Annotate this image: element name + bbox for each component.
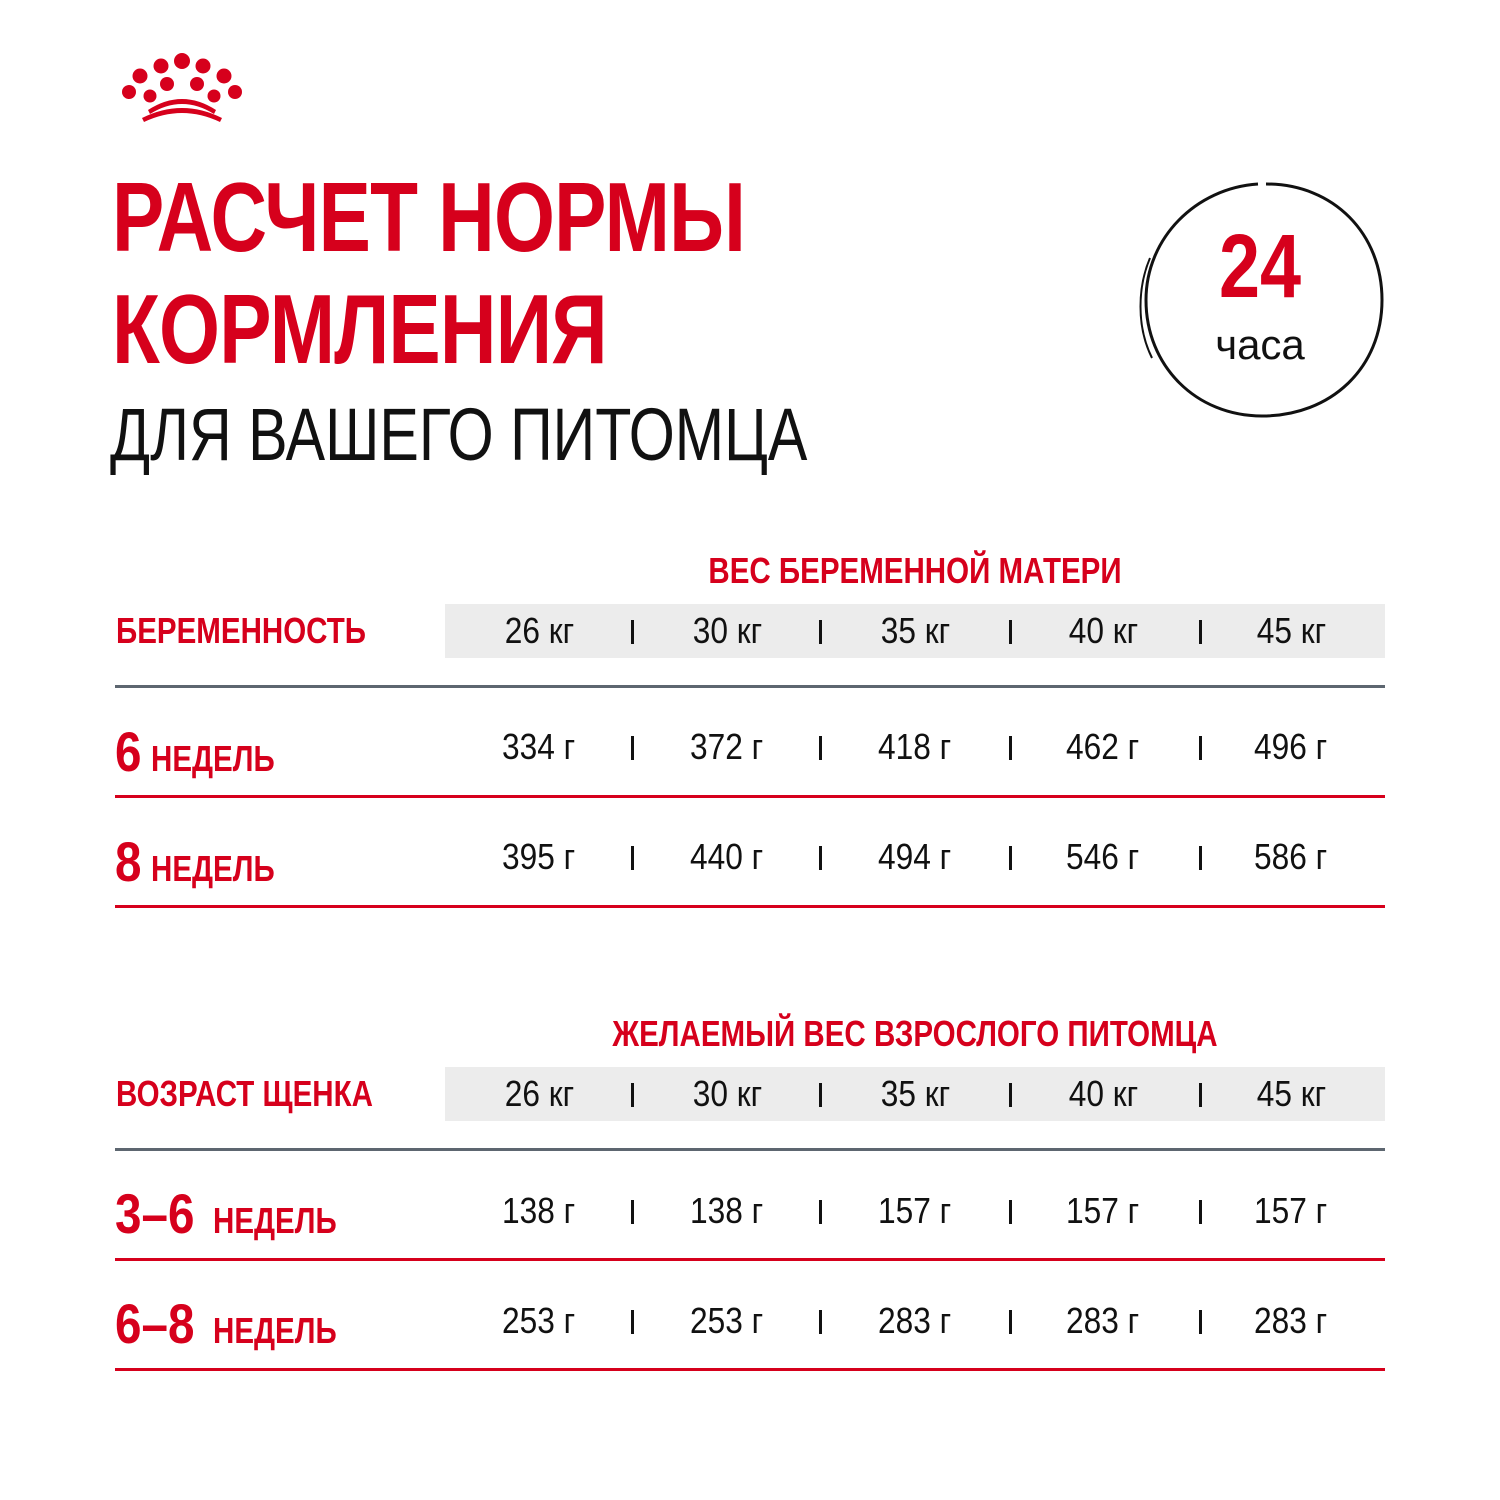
column-header: 26 кг bbox=[504, 610, 574, 651]
column-separator bbox=[631, 1200, 634, 1224]
table-cell: 253 г bbox=[690, 1300, 764, 1341]
table-cell: 253 г bbox=[502, 1300, 576, 1341]
column-header: 30 кг bbox=[692, 610, 762, 651]
table-row-label: 8 НЕДЕЛЬ bbox=[115, 830, 275, 893]
table-row-label: 6–8 НЕДЕЛЬ bbox=[115, 1292, 337, 1355]
column-separator bbox=[631, 1310, 634, 1334]
column-separator bbox=[1199, 736, 1202, 760]
table-divider bbox=[115, 795, 1385, 798]
column-headers bbox=[445, 604, 1385, 658]
column-header: 30 кг bbox=[692, 1073, 762, 1114]
table-cell: 138 г bbox=[690, 1190, 764, 1231]
table-cell: 157 г bbox=[878, 1190, 952, 1231]
column-separator bbox=[819, 736, 822, 760]
column-separator bbox=[819, 1200, 822, 1224]
table-row-label: 6 НЕДЕЛЬ bbox=[115, 720, 275, 783]
page-subtitle: ДЛЯ ВАШЕГО ПИТОМЦА bbox=[110, 393, 808, 476]
page-title-line-1: РАСЧЕТ НОРМЫ bbox=[112, 162, 746, 272]
table-cell: 157 г bbox=[1254, 1190, 1328, 1231]
column-separator bbox=[819, 620, 822, 644]
table-cell: 462 г bbox=[1066, 726, 1140, 767]
table-cell: 494 г bbox=[878, 836, 952, 877]
table-row-label: 3–6 НЕДЕЛЬ bbox=[115, 1182, 337, 1245]
table-row bbox=[445, 1184, 1385, 1238]
badge-unit: часа bbox=[1215, 321, 1305, 368]
table-cell: 283 г bbox=[1066, 1300, 1140, 1341]
table-row bbox=[445, 1294, 1385, 1348]
table-cell: 334 г bbox=[502, 726, 576, 767]
table-row-header: ВОЗРАСТ ЩЕНКА bbox=[116, 1073, 373, 1114]
column-separator bbox=[1009, 1083, 1012, 1107]
table-divider bbox=[115, 1368, 1385, 1371]
table-caption: ЖЕЛАЕМЫЙ ВЕС ВЗРОСЛОГО ПИТОМЦА bbox=[612, 1013, 1218, 1054]
column-separator bbox=[819, 846, 822, 870]
column-separator bbox=[1009, 846, 1012, 870]
column-separator bbox=[1199, 846, 1202, 870]
column-header: 45 кг bbox=[1256, 610, 1326, 651]
table-cell: 440 г bbox=[690, 836, 764, 877]
page-title-line-2: КОРМЛЕНИЯ bbox=[112, 274, 607, 384]
table-cell: 546 г bbox=[1066, 836, 1140, 877]
column-separator bbox=[1009, 1310, 1012, 1334]
column-headers bbox=[445, 1067, 1385, 1121]
column-separator bbox=[1199, 1310, 1202, 1334]
column-separator bbox=[1009, 1200, 1012, 1224]
table-cell: 496 г bbox=[1254, 726, 1328, 767]
column-separator bbox=[631, 736, 634, 760]
table-divider bbox=[115, 685, 1385, 688]
column-separator bbox=[819, 1083, 822, 1107]
column-header: 40 кг bbox=[1068, 610, 1138, 651]
crown-logo-icon bbox=[118, 52, 246, 124]
table-cell: 283 г bbox=[878, 1300, 952, 1341]
table-cell: 283 г bbox=[1254, 1300, 1328, 1341]
column-header: 35 кг bbox=[880, 610, 950, 651]
column-separator bbox=[1199, 620, 1202, 644]
column-header: 40 кг bbox=[1068, 1073, 1138, 1114]
table-divider bbox=[115, 1148, 1385, 1151]
table-row bbox=[445, 720, 1385, 774]
table-divider bbox=[115, 905, 1385, 908]
column-separator bbox=[1009, 736, 1012, 760]
column-separator bbox=[819, 1310, 822, 1334]
table-row-header: БЕРЕМЕННОСТЬ bbox=[116, 610, 366, 651]
column-separator bbox=[631, 846, 634, 870]
table-cell: 586 г bbox=[1254, 836, 1328, 877]
column-separator bbox=[1199, 1200, 1202, 1224]
column-header: 45 кг bbox=[1256, 1073, 1326, 1114]
table-cell: 157 г bbox=[1066, 1190, 1140, 1231]
column-separator bbox=[1199, 1083, 1202, 1107]
table-cell: 395 г bbox=[502, 836, 576, 877]
column-header: 26 кг bbox=[504, 1073, 574, 1114]
table-cell: 138 г bbox=[502, 1190, 576, 1231]
column-header: 35 кг bbox=[880, 1073, 950, 1114]
column-separator bbox=[631, 620, 634, 644]
table-cell: 418 г bbox=[878, 726, 952, 767]
table-cell: 372 г bbox=[690, 726, 764, 767]
column-separator bbox=[631, 1083, 634, 1107]
column-separator bbox=[1009, 620, 1012, 644]
table-divider bbox=[115, 1258, 1385, 1261]
table-caption: ВЕС БЕРЕМЕННОЙ МАТЕРИ bbox=[708, 550, 1122, 591]
table-row bbox=[445, 830, 1385, 884]
badge-number: 24 bbox=[1218, 217, 1302, 317]
